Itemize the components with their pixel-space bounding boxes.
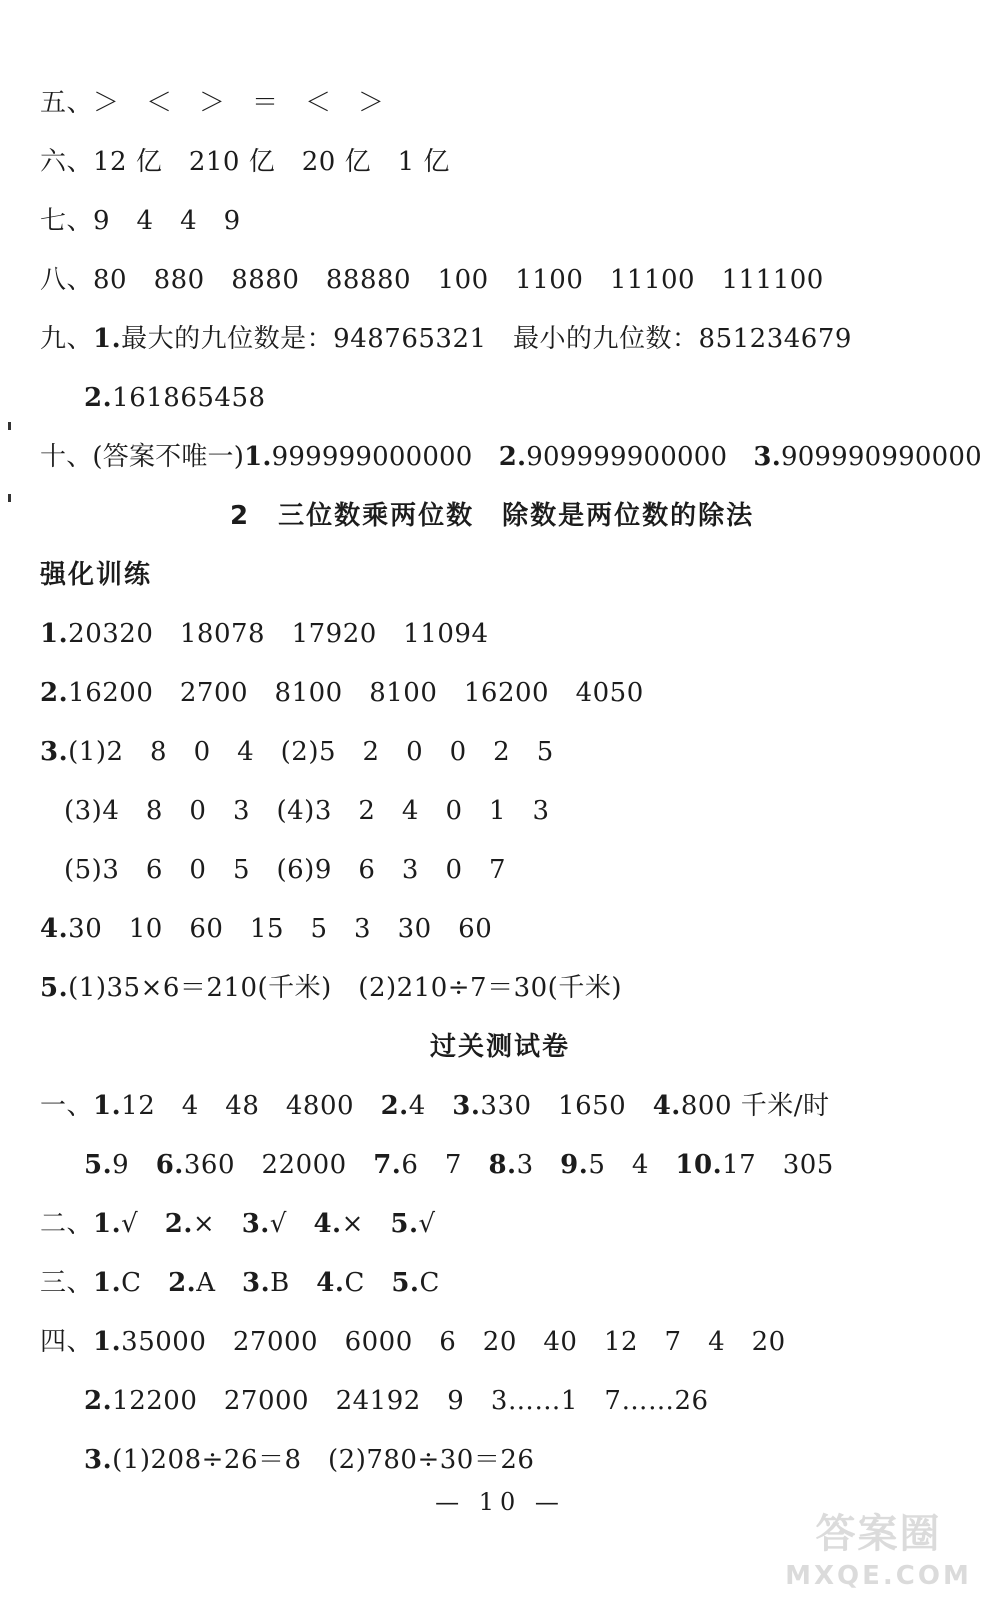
item-number: 10. (675, 1150, 723, 1180)
item-number: 9. (560, 1150, 589, 1180)
item-text: 3 (516, 1150, 561, 1180)
item-text: √ (269, 1209, 314, 1239)
item-text: 800 千米/时 (680, 1091, 830, 1121)
page-number: — 10 — (435, 1488, 565, 1516)
item-text: 20320 18078 17920 11094 (68, 619, 489, 649)
watermark-title: 答案圈 (815, 1511, 942, 1557)
item-number: 4. (313, 1209, 342, 1239)
test-line-er (40, 1207, 436, 1241)
item-number: 5. (390, 1209, 419, 1239)
item-text: 12200 27000 24192 9 3……1 7……26 (112, 1386, 709, 1416)
item-number: 3. (452, 1091, 481, 1121)
answer-line-jiu-1 (40, 322, 852, 356)
line-prefix: 二、 (40, 1209, 94, 1239)
item-number: 5. (84, 1150, 113, 1180)
item-text: C (419, 1268, 440, 1298)
watermark-url: MXQE.COM (785, 1561, 972, 1591)
item-number: 1. (93, 1209, 122, 1239)
scan-mark (8, 494, 11, 502)
training-line-4 (40, 912, 492, 946)
item-text: √ (121, 1209, 165, 1239)
item-number: 6. (155, 1150, 184, 1180)
item-text: 4 (408, 1091, 453, 1121)
item-number: 1. (93, 1268, 122, 1298)
item-number: 2. (164, 1209, 193, 1239)
item-text: 161865458 (112, 383, 266, 413)
item-number: 1. (93, 1327, 122, 1357)
item-number: 2. (84, 1386, 113, 1416)
item-number: 1. (93, 1091, 122, 1121)
item-text: 909990990000 (780, 442, 982, 472)
item-text: 30 10 60 15 5 3 30 60 (68, 914, 493, 944)
training-line-1 (40, 617, 489, 651)
item-text: 909999900000 (526, 442, 754, 472)
item-number: 2. (380, 1091, 409, 1121)
line-prefix: 四、 (40, 1327, 94, 1357)
line-prefix: 九、 (40, 324, 94, 354)
item-text: √ (418, 1209, 436, 1239)
item-number: 1. (244, 442, 272, 472)
item-number: 3. (241, 1209, 270, 1239)
line-prefix: 十、(答案不唯一) (40, 442, 245, 472)
item-text: 17 305 (722, 1150, 834, 1180)
item-text: 最大的九位数是：948765321 最小的九位数：851234679 (121, 324, 852, 354)
item-number: 3. (753, 442, 781, 472)
answer-line-liu: 六、12 亿 210 亿 20 亿 1 亿 (40, 147, 450, 177)
item-number: 4. (652, 1091, 681, 1121)
item-text: × (341, 1209, 391, 1239)
item-number: 7. (373, 1150, 402, 1180)
training-line-5 (40, 971, 622, 1005)
item-text: 16200 2700 8100 8100 16200 4050 (68, 678, 644, 708)
training-line-3c: (5)3 6 0 5 (6)9 6 3 0 7 (64, 855, 507, 885)
item-text: × (192, 1209, 242, 1239)
item-number: 2. (498, 442, 527, 472)
item-text: 12 4 48 4800 (121, 1091, 381, 1121)
subsection-title: 强化训练 (40, 560, 153, 590)
test-line-si-2 (84, 1384, 709, 1418)
item-text: 330 1650 (480, 1091, 653, 1121)
answer-line-qi: 七、9 4 4 9 (40, 206, 241, 236)
training-line-3b: (3)4 8 0 3 (4)3 2 4 0 1 3 (64, 796, 550, 826)
item-number: 2. (40, 678, 69, 708)
item-text: C (121, 1268, 169, 1298)
item-text: 999999000000 (271, 442, 499, 472)
item-text: A (196, 1268, 243, 1298)
line-prefix: 三、 (40, 1268, 94, 1298)
watermark-logo (771, 1508, 986, 1598)
item-text: 5 4 (588, 1150, 676, 1180)
item-text: 35000 27000 6000 6 20 40 12 7 4 20 (121, 1327, 786, 1357)
item-text: 360 22000 (183, 1150, 374, 1180)
training-line-2 (40, 676, 644, 710)
item-text: (1)35×6＝210(千米) (2)210÷7＝30(千米) (68, 973, 622, 1003)
training-line-3 (40, 735, 554, 769)
answer-line-wu: 五、＞ ＜ ＞ ＝ ＜ ＞ (40, 88, 385, 118)
item-number: 4. (316, 1268, 345, 1298)
answer-line-shi (40, 440, 982, 474)
answer-line-jiu-2 (84, 381, 266, 415)
item-number: 1. (40, 619, 69, 649)
test-line-yi-a (40, 1089, 830, 1123)
line-prefix: 一、 (40, 1091, 94, 1121)
item-number: 8. (488, 1150, 517, 1180)
test-line-yi-b (84, 1148, 834, 1182)
test-line-si-3 (84, 1443, 534, 1477)
answer-line-ba: 八、80 880 8880 88880 100 1100 11100 111100 (40, 265, 824, 295)
test-title: 过关测试卷 (429, 1032, 570, 1062)
item-number: 3. (40, 737, 69, 767)
item-number: 5. (391, 1268, 420, 1298)
item-number: 4. (40, 914, 69, 944)
item-number: 3. (242, 1268, 271, 1298)
item-text: C (344, 1268, 392, 1298)
item-text: (1)2 8 0 4 (2)5 2 0 0 2 5 (68, 737, 554, 767)
item-number: 2. (168, 1268, 197, 1298)
item-number: 1. (93, 324, 122, 354)
section-title: 2 三位数乘两位数 除数是两位数的除法 (230, 501, 755, 531)
item-number: 3. (84, 1445, 113, 1475)
item-text: 9 (112, 1150, 156, 1180)
test-line-san (40, 1266, 440, 1300)
item-text: B (270, 1268, 317, 1298)
item-number: 5. (40, 973, 69, 1003)
item-text: 6 7 (401, 1150, 489, 1180)
scan-mark (8, 422, 11, 430)
test-line-si-1 (40, 1325, 786, 1359)
item-text: (1)208÷26＝8 (2)780÷30＝26 (112, 1445, 535, 1475)
item-number: 2. (84, 383, 113, 413)
